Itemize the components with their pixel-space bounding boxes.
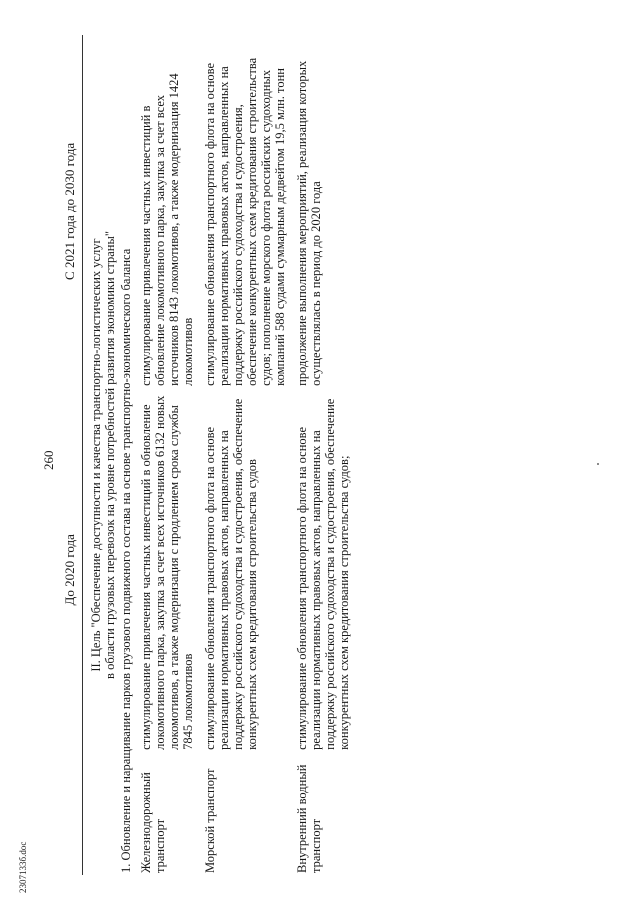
- transport-mode: Железнодорожный транспорт: [139, 772, 167, 873]
- header-blank: [58, 752, 83, 875]
- measures-until-2020: стимулирование обновления транспортного флота на основе реализации нормативных правовых актов, направленных на поддержку российского судоходства и судостроения, обеспечение конкурентных схем кредитования строительства судов;: [295, 398, 351, 750]
- table-row: [137, 35, 201, 875]
- measures-until-2020: стимулирование привлечения частных инвестиций в обновление локомотивного парка, закупка за счет всех источников 6132 новых локомотивов, а также модернизация с продлением срока службы 7845 локомотивов: [139, 395, 195, 750]
- measures-until-2020: стимулирование обновления транспортного флота на основе реализации нормативных правовых актов, направленных на поддержку российского судоходства и судостроения, обеспечение конкурентных схем кредитования строительства судов: [203, 398, 259, 750]
- transport-mode: Внутренний водный транспорт: [295, 764, 323, 873]
- measures-table: [58, 35, 357, 875]
- header-2021-2030: С 2021 года до 2030 года: [58, 35, 83, 388]
- table-row: [293, 35, 357, 875]
- goal-line-2: в области грузовых перевозок на уровне потребностей развития экономики страны": [103, 231, 117, 679]
- header-until-2020: До 2020 года: [58, 388, 83, 752]
- file-stamp: 2307133б.doc: [18, 841, 28, 893]
- goal-heading: [83, 35, 120, 875]
- table-header-row: [58, 35, 83, 875]
- measures-2021-2030: продолжение выполнения мероприятий, реализация которых осуществлялась в период до 2020 года: [295, 60, 323, 386]
- goal-line-1: II. Цель "Обеспечение доступности и качества транспортно-логистических услуг: [89, 238, 103, 672]
- scan-speck: [597, 463, 599, 465]
- measures-2021-2030: стимулирование обновления транспортного флота на основе реализации нормативных правовых актов, направленных на поддержку российского судоходства и судостроения, обеспечение конкурентных схем кредитования строительства судов; пополнение морского флота российских судоходных компаний 588 судами суммарным дедвейтом 19,5 млн. тонн: [203, 57, 287, 386]
- measures-2021-2030: стимулирование привлечения частных инвестиций в обновление локомотивного парка, закупка за счет всех источников 8143 локомотивов, а также модернизация 1424 локомотивов: [139, 73, 195, 386]
- transport-mode: Морской транспорт: [203, 768, 217, 873]
- table-row: [201, 35, 293, 875]
- task-row: [119, 35, 137, 875]
- goal-row: [83, 35, 120, 875]
- task-heading: 1. Обновление и наращивание парков грузового подвижного состава на основе транспортно-экономического баланса: [119, 248, 133, 873]
- page-number: 260: [41, 450, 56, 470]
